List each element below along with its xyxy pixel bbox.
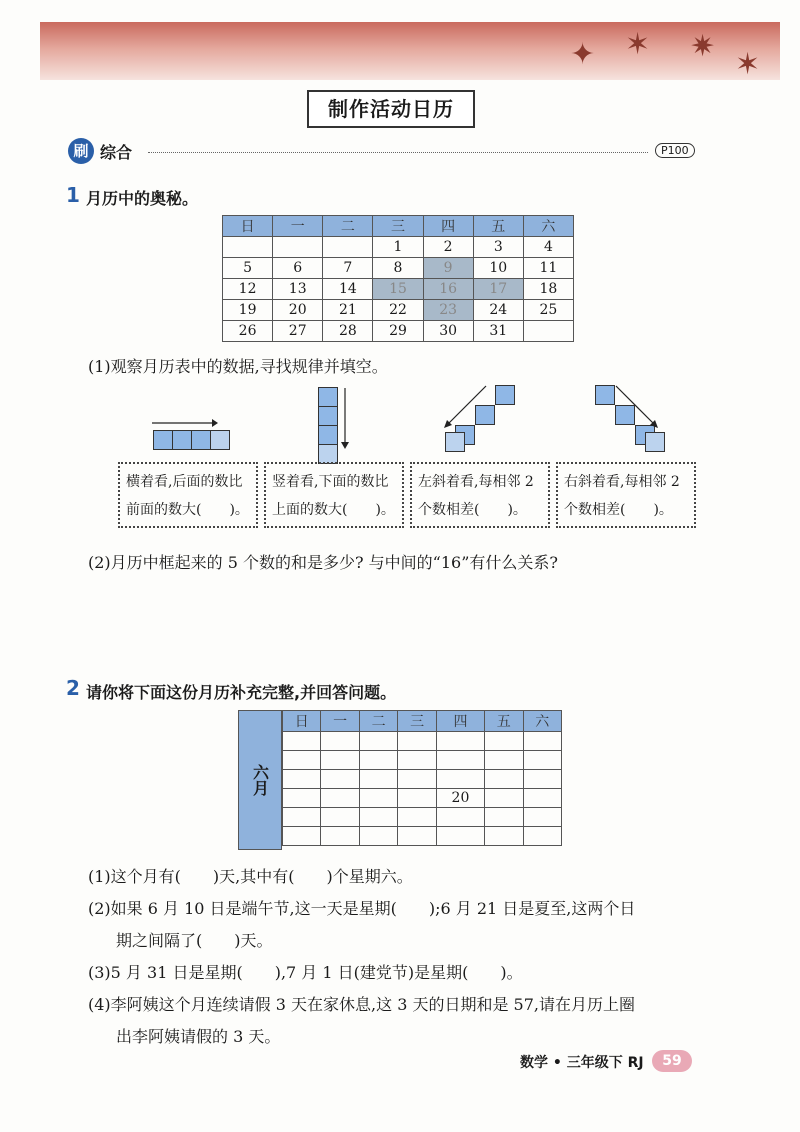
weekday-header: 三: [398, 711, 436, 732]
calendar-cell[interactable]: [359, 827, 397, 846]
calendar-cell: 12: [223, 279, 273, 300]
fill-in-box: [118, 462, 258, 528]
footer-subject: 数学 • 三年级下 RJ: [520, 1055, 644, 1071]
calendar-cell[interactable]: [359, 808, 397, 827]
calendar-cell[interactable]: [398, 808, 436, 827]
calendar-cell[interactable]: [359, 751, 397, 770]
sub-question: (1)这个月有( )天,其中有( )个星期六。: [88, 867, 413, 886]
maple-leaf-icon: ✶: [735, 47, 761, 82]
header-banner: [40, 22, 780, 80]
weekday-header: 一: [273, 216, 323, 237]
calendar-cell[interactable]: [436, 808, 484, 827]
calendar-cell[interactable]: [523, 732, 561, 751]
calendar-cell[interactable]: [321, 751, 359, 770]
maple-leaf-icon: ✶: [625, 27, 651, 62]
month-label: 六月: [238, 710, 282, 850]
weekday-header: 三: [373, 216, 423, 237]
calendar-cell[interactable]: [485, 751, 523, 770]
calendar-cell: 7: [323, 258, 373, 279]
weekday-header: 五: [473, 216, 523, 237]
calendar-cell[interactable]: [398, 770, 436, 789]
calendar-cell: 5: [223, 258, 273, 279]
calendar-cell: [273, 237, 323, 258]
calendar-cell[interactable]: [523, 827, 561, 846]
sub-question: (4)李阿姨这个月连续请假 3 天在家休息,这 3 天的日期和是 57,请在月历上圈: [88, 995, 635, 1014]
question-number: 2: [66, 676, 80, 700]
calendar-cell[interactable]: [523, 789, 561, 808]
calendar-cell[interactable]: [321, 770, 359, 789]
calendar-cell: [223, 237, 273, 258]
box-line: 横着看,后面的数比: [126, 474, 243, 490]
calendar-cell[interactable]: [321, 827, 359, 846]
box-line: 前面的数大( )。: [126, 502, 249, 518]
calendar-cell[interactable]: [321, 732, 359, 751]
weekday-header: 二: [323, 216, 373, 237]
section-badge: 刷: [68, 138, 94, 164]
section-divider: [148, 152, 648, 153]
june-calendar-table: [282, 710, 562, 846]
question-number: 1: [66, 183, 80, 207]
maple-leaf-icon: ✦: [570, 37, 596, 72]
question-text: 月历中的奥秘。: [86, 189, 199, 208]
calendar-cell[interactable]: [321, 789, 359, 808]
calendar-cell: 9: [423, 258, 473, 279]
calendar-cell[interactable]: [436, 732, 484, 751]
calendar-cell: 22: [373, 300, 423, 321]
maple-leaf-icon: ✷: [690, 29, 716, 64]
box-line: 个数相差( )。: [418, 502, 527, 518]
calendar-cell[interactable]: [359, 789, 397, 808]
calendar-cell: 28: [323, 321, 373, 342]
calendar-cell[interactable]: [359, 770, 397, 789]
calendar-cell: 31: [473, 321, 523, 342]
calendar-cell[interactable]: [485, 827, 523, 846]
calendar-cell: 21: [323, 300, 373, 321]
calendar-cell: 3: [473, 237, 523, 258]
page-title: 制作活动日历: [307, 90, 475, 128]
calendar-cell[interactable]: [321, 808, 359, 827]
weekday-header: 六: [523, 711, 561, 732]
calendar-cell: 23: [423, 300, 473, 321]
calendar-cell[interactable]: [283, 808, 321, 827]
calendar-cell[interactable]: [485, 789, 523, 808]
calendar-cell[interactable]: [398, 732, 436, 751]
calendar-cell: 29: [373, 321, 423, 342]
calendar-cell: 4: [523, 237, 573, 258]
weekday-header: 日: [223, 216, 273, 237]
sub-question: (2)如果 6 月 10 日是端午节,这一天是星期( );6 月 21 日是夏至,这两个日: [88, 899, 636, 918]
calendar-cell[interactable]: [283, 789, 321, 808]
calendar-cell[interactable]: [359, 732, 397, 751]
calendar-cell: 10: [473, 258, 523, 279]
calendar-cell[interactable]: [485, 732, 523, 751]
calendar-cell[interactable]: [283, 770, 321, 789]
calendar-cell[interactable]: 20: [436, 789, 484, 808]
calendar-cell: 17: [473, 279, 523, 300]
calendar-cell[interactable]: [398, 789, 436, 808]
box-line: 右斜着看,每相邻 2: [564, 474, 680, 490]
weekday-header: 日: [283, 711, 321, 732]
weekday-header: 四: [436, 711, 484, 732]
calendar-cell: 15: [373, 279, 423, 300]
calendar-cell: 20: [273, 300, 323, 321]
question-text: 请你将下面这份月历补充完整,并回答问题。: [86, 683, 397, 702]
calendar-cell[interactable]: [485, 770, 523, 789]
calendar-table: [222, 215, 574, 342]
calendar-cell: 13: [273, 279, 323, 300]
calendar-cell: 14: [323, 279, 373, 300]
page-reference: P100: [655, 143, 695, 158]
calendar-cell: 18: [523, 279, 573, 300]
fill-in-box: [264, 462, 404, 528]
calendar-cell: 30: [423, 321, 473, 342]
weekday-header: 一: [321, 711, 359, 732]
calendar-cell: 19: [223, 300, 273, 321]
sub-question: 期之间隔了( )天。: [116, 931, 273, 950]
calendar-cell: [323, 237, 373, 258]
calendar-cell[interactable]: [283, 827, 321, 846]
box-line: 竖着看,下面的数比: [272, 474, 389, 490]
calendar-cell: 11: [523, 258, 573, 279]
calendar-cell: [523, 321, 573, 342]
calendar-cell[interactable]: [523, 770, 561, 789]
calendar-cell[interactable]: [485, 808, 523, 827]
box-line: 左斜着看,每相邻 2: [418, 474, 534, 490]
calendar-cell[interactable]: [436, 827, 484, 846]
calendar-cell[interactable]: [398, 751, 436, 770]
calendar-cell[interactable]: [523, 751, 561, 770]
calendar-cell: 1: [373, 237, 423, 258]
section-label: 综合: [100, 143, 133, 162]
calendar-cell: 24: [473, 300, 523, 321]
page-number: 59: [652, 1050, 692, 1072]
calendar-cell: 16: [423, 279, 473, 300]
calendar-cell: 26: [223, 321, 273, 342]
calendar-cell: 27: [273, 321, 323, 342]
box-line: 上面的数大( )。: [272, 502, 395, 518]
calendar-cell[interactable]: [436, 751, 484, 770]
weekday-header: 五: [485, 711, 523, 732]
sub-question: 出李阿姨请假的 3 天。: [116, 1027, 281, 1046]
weekday-header: 四: [423, 216, 473, 237]
calendar-cell: 2: [423, 237, 473, 258]
sub-question: (2)月历中框起来的 5 个数的和是多少? 与中间的“16”有什么关系?: [88, 553, 558, 572]
fill-in-box: [556, 462, 696, 528]
weekday-header: 六: [523, 216, 573, 237]
calendar-cell[interactable]: [283, 732, 321, 751]
calendar-cell[interactable]: [398, 827, 436, 846]
fill-in-box: [410, 462, 550, 528]
calendar-cell[interactable]: [436, 770, 484, 789]
calendar-cell[interactable]: [523, 808, 561, 827]
sub-question: (3)5 月 31 日是星期( ),7 月 1 日(建党节)是星期( )。: [88, 963, 523, 982]
weekday-header: 二: [359, 711, 397, 732]
calendar-cell[interactable]: [283, 751, 321, 770]
calendar-cell: 6: [273, 258, 323, 279]
sub-question: (1)观察月历表中的数据,寻找规律并填空。: [88, 357, 388, 376]
calendar-cell: 8: [373, 258, 423, 279]
box-line: 个数相差( )。: [564, 502, 673, 518]
calendar-cell: 25: [523, 300, 573, 321]
